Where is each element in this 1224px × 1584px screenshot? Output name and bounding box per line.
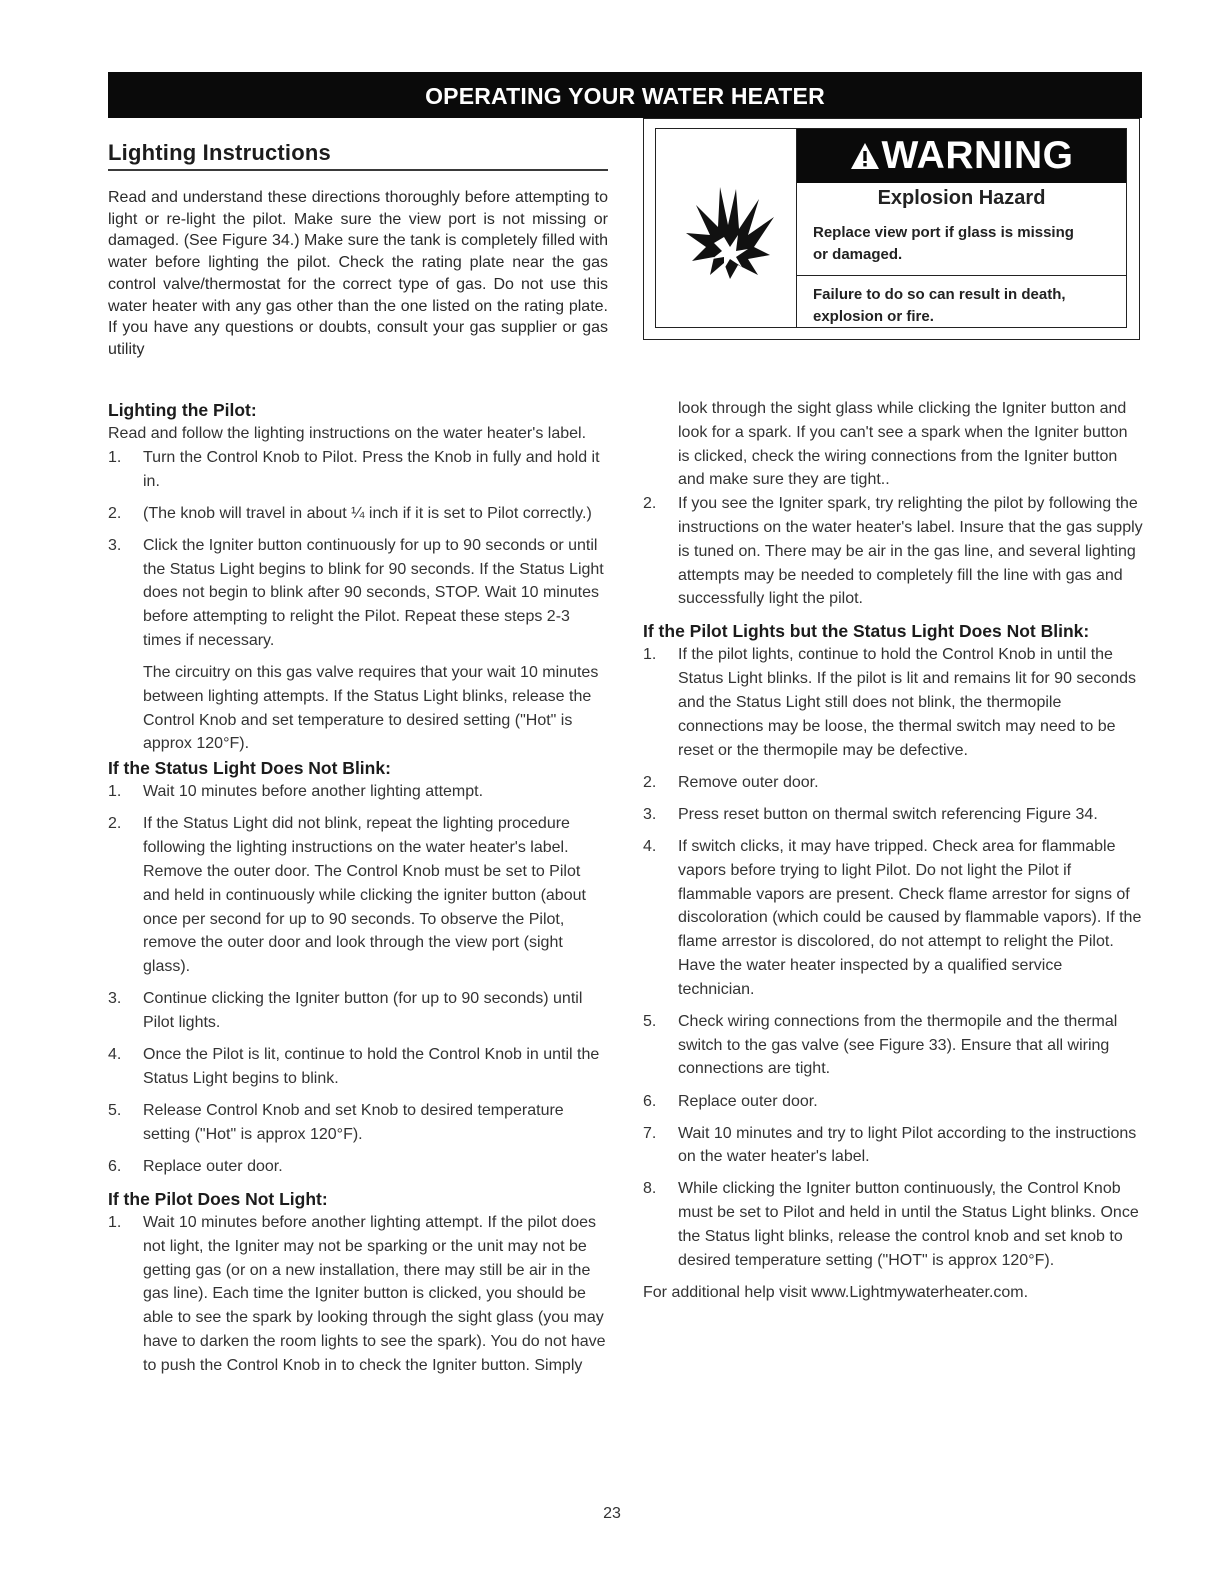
list-item: 4. If switch clicks, it may have tripped. Check area for flammable vapors before trying to light Pilot. Do not light the Pilot if flammable vapors are present. Check flame arrestor for signs of discoloration (which could be caused by flammable vapors). If the flame arrestor is discolored, do not attempt to relight the Pilot. Have the water heater inspected by a qualified service technician. [643, 837, 1142, 998]
list-item: 6. Replace outer door. [643, 1092, 818, 1110]
list-item: 8. While clicking the Igniter button continuously, the Control Knob must be set to Pilot and held in until the Status Light blinks. Once the Status light blinks, release the control knob and set knob to desired temperature setting ("HOT" is approx 120°F). [643, 1180, 1139, 1269]
warning-text-1a: Replace view port if glass is missing [813, 224, 1074, 241]
list-item: 3. Continue clicking the Igniter button (for up to 90 seconds) until Pilot lights. [108, 990, 583, 1032]
list-item: 7. Wait 10 minutes and try to light Pilot according to the instructions on the water heater's label. [643, 1124, 1137, 1166]
list-item: 2. If the Status Light did not blink, repeat the lighting procedure following the lighting instructions on the water heater's label. Remove the outer door. The Control Knob must be set to Pilot and held in continuously while clicking the igniter button (about once per second for up to 90 seconds. To observe the Pilot, remove the outer door and look through the view port (sight glass). [108, 815, 586, 976]
list-item: 2. If you see the Igniter spark, try relighting the pilot by following the instructions on the water heater's label. Insure that the gas supply is tuned on. There may be air in the gas line, and several lighting attempts may be needed to completely fill the line with gas and successfully light the pilot. [643, 495, 1143, 608]
list-item: 4. Once the Pilot is lit, continue to hold the Control Knob in until the Status Light begins to blink. [108, 1046, 600, 1087]
no-blink-heading: If the Status Light Does Not Blink: [108, 758, 391, 779]
explosion-icon [684, 185, 776, 279]
warning-inner-frame [655, 128, 1127, 328]
list-item: 3. Press reset button on thermal switch referencing Figure 34. [643, 805, 1098, 823]
warning-content [797, 129, 1126, 327]
warning-hazard-label: Explosion Hazard [877, 187, 1046, 209]
list-item: 5. Check wiring connections from the thermopile and the thermal switch to the gas valve (see Figure 33). Ensure that all wiring connections are tight. [643, 1012, 1118, 1078]
section-banner: OPERATING YOUR WATER HEATER [108, 72, 1142, 118]
additional-help-text: For additional help visit www.Lightmywaterheater.com. [643, 1283, 1029, 1301]
warning-box [643, 118, 1140, 340]
warning-text-2b: explosion or fire. [813, 308, 934, 325]
lighting-instructions-title: Lighting Instructions [108, 140, 608, 171]
list-item: 1. Wait 10 minutes before another lighting attempt. [108, 783, 484, 801]
right-column [643, 397, 1143, 1305]
no-light-heading: If the Pilot Does Not Light: [108, 1188, 328, 1209]
page-number: 23 [603, 1505, 621, 1522]
lights-no-blink-heading: If the Pilot Lights but the Status Light Does Not Blink: [643, 621, 1090, 642]
lighting-pilot-heading: Lighting the Pilot: [108, 400, 257, 420]
list-item: 2. (The knob will travel in about ¼ inch if it is set to Pilot correctly.) [108, 504, 592, 522]
warning-title: WARNING [881, 134, 1074, 177]
warning-text-2a: Failure to do so can result in death, [813, 286, 1066, 303]
list-item: 3. Click the Igniter button continuously for up to 90 seconds or until the Status Light begins to blink for 90 seconds. If the Status Light does not begin to blink after 90 seconds, STOP. Wait 10 minutes before attempting to relight the Pilot. Repeat these steps 2-3 times if necessary. [108, 536, 604, 649]
list-item: 2. Remove outer door. [643, 773, 819, 791]
intro-paragraph: Read and understand these directions thoroughly before attempting to light or re-light the pilot. Make sure the view port is not missing or damaged. (See Figure 34.) Make sure the tank is completely filled with water before lighting the pilot. Check the rating plate near the gas control valve/thermostat for the correct type of gas. Do not use this water heater with any gas other than the one listed on the rating plate. If you have any questions or doubts, consult your gas supplier or gas utility [108, 189, 608, 358]
list-item: 5. Release Control Knob and set Knob to desired temperature setting ("Hot" is approx 120°F). [108, 1102, 564, 1143]
list-item: 1. Wait 10 minutes before another lighting attempt. If the pilot does not light, the Igniter may not be sparking or the unit may not be getting gas (or on a new installation, there may still be air in the gas line). Each time the Igniter button is clicked, you should be able to see the spark by looking through the sight glass (you may have to darken the room lights to see the spark). You do not have to push the Control Knob in to check the Igniter button. Simply [108, 1213, 606, 1374]
warning-text-1b: or damaged. [813, 246, 903, 263]
no-light-step1-continued: look through the sight glass while clicking the Igniter button and look for a spark. If you can't see a spark when the Igniter button is clicked, check the wiring connections from the Igniter button and make sure they are tight.. [678, 400, 1128, 489]
list-item: 6. Replace outer door. [108, 1157, 283, 1175]
warning-triangle-icon [850, 141, 880, 171]
list-item: 1. If the pilot lights, continue to hold the Control Knob in until the Status Light blinks. If the pilot is lit and remains lit for 90 seconds and the Status Light still does not blink, the thermopile connections may be loose, the thermal switch may need to be reset or the thermopile may be defective. [643, 646, 1137, 759]
warning-header [797, 129, 1126, 183]
warning-rule [797, 275, 1126, 276]
list-item: 1. Turn the Control Knob to Pilot. Press the Knob in fully and hold it in. [108, 448, 600, 490]
left-column [108, 398, 608, 1386]
circuitry-note: The circuitry on this gas valve requires that your wait 10 minutes between lighting attempts. If the Status Light blinks, release the Control Knob and set temperature to desired setting ("Hot" is approx 120°F). [143, 664, 599, 753]
intro-section [108, 140, 608, 361]
lighting-pilot-intro: Read and follow the lighting instructions on the water heater's label. [108, 425, 587, 442]
